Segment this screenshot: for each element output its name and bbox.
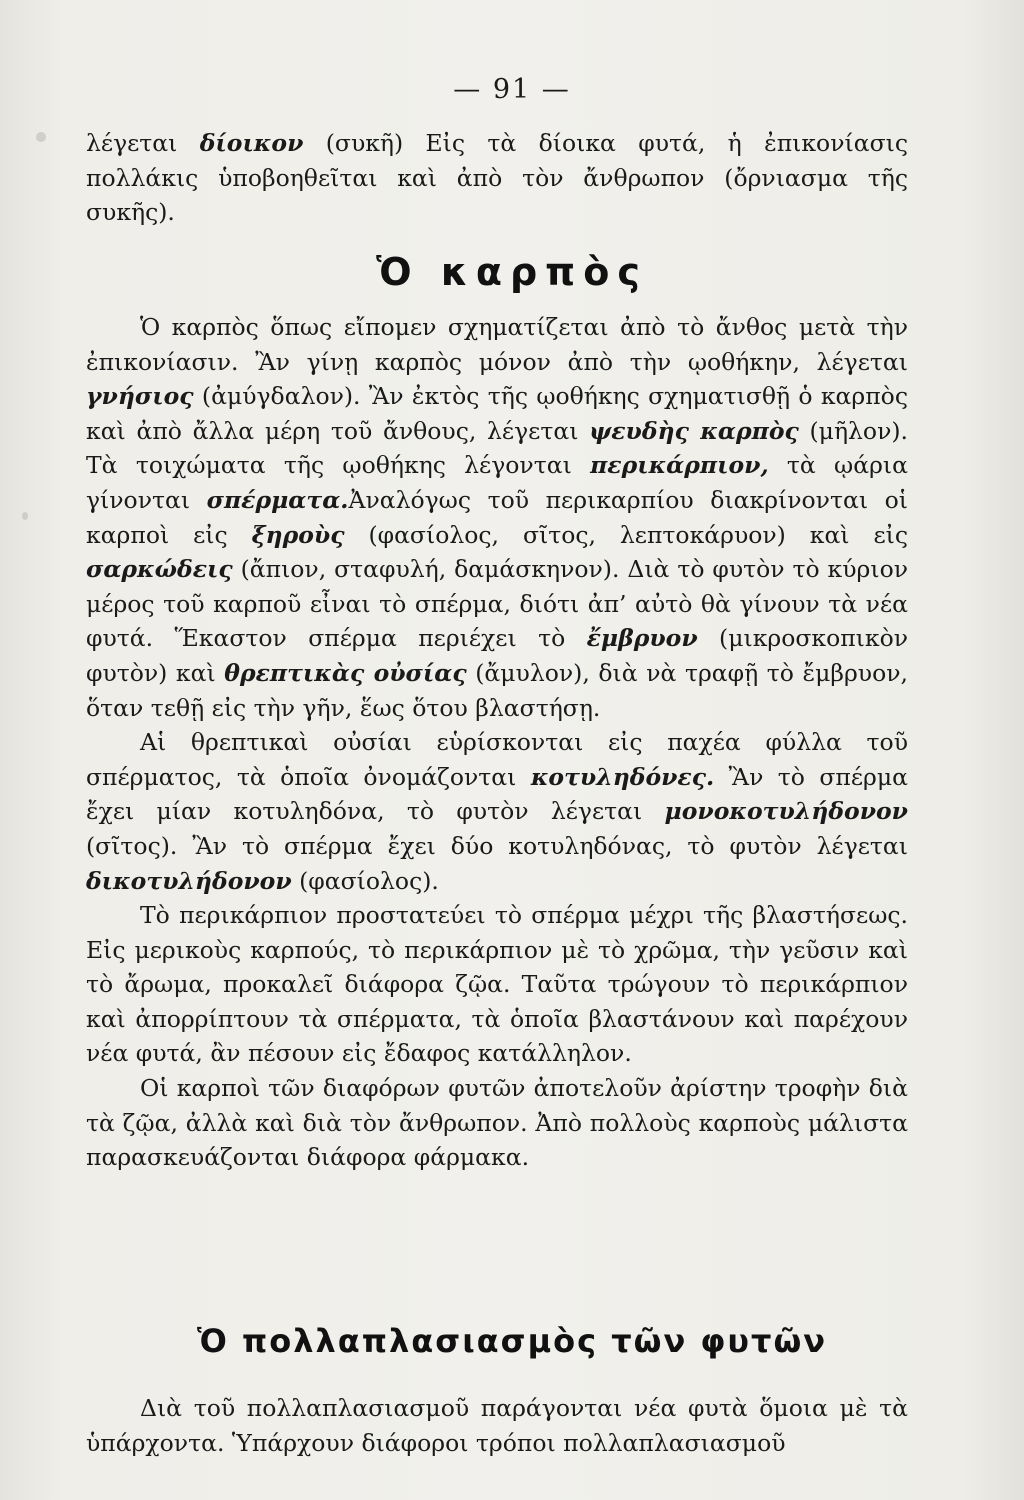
paragraph: [86, 310, 908, 725]
paragraph: Διὰ τοῦ πολλαπλασιασμοῦ παράγονται νέα φυτὰ ὅμοια μὲ τὰ ὑπάρχοντα. Ὑπάρχουν διάφοροι τρόποι πολλαπλασιασμοῦ: [86, 1394, 908, 1457]
intro-text: λέγεται: [86, 129, 200, 157]
text-run: Αἱ θρεπτικαὶ οὐσίαι εὑρίσκονται εἰς παχέα φύλλα τοῦ σπέρματος, τὰ ὁποῖα ὀνομάζονται: [86, 728, 908, 791]
term: μονοκοτυλήδονον: [664, 797, 908, 826]
text-run: (μῆλον). Τὰ τοιχώματα τῆς ῳοθήκης λέγονται: [86, 416, 908, 480]
paragraph: Τὸ περικάρπιον προστατεύει τὸ σπέρμα μέχρι τῆς βλαστήσεως. Εἰς μερικοὺς καρπούς, τὸ περικάρπιον μὲ τὸ χρῶμα, τὴν γεῦσιν καὶ τὸ ἄρωμα, προκαλεῖ διάφορα ζῷα. Ταῦτα τρώγουν τὸ περικάρπιον καὶ ἀπορρίπτουν τὰ σπέρματα, τὰ ὁποῖα βλαστάνουν καὶ παρέχουν νέα φυτά, ἂν πέσουν εἰς ἔδαφος κατάλληλον.: [86, 901, 908, 1068]
text-run: Ἀναλόγως τοῦ περικαρπίου διακρίνονται οἱ καρποὶ εἰς: [86, 485, 908, 549]
text-run: Ὁ καρπὸς ὅπως εἴπομεν σχηματίζεται ἀπὸ τὸ ἄνθος μετὰ τὴν ἐπικονίασιν. Ἂν γίνῃ καρπὸς μόνον ἀπὸ τὴν ῳοθήκην, λέγεται: [86, 313, 908, 376]
term: κοτυληδόνες.: [530, 762, 715, 791]
text-run: (ἄμυλον), διὰ νὰ τραφῇ τὸ ἔμβρυον, ὅταν τεθῇ εἰς τὴν γῆν, ἕως ὅτου βλαστήσῃ.: [86, 658, 908, 722]
term: ψευδὴς καρπὸς: [589, 416, 799, 445]
term: περικάρπιον,: [590, 451, 769, 480]
section-heading-fruit: Ὁ καρπὸς: [376, 250, 648, 294]
intro-text: (συκῆ) Εἰς τὰ δίοικα φυτά, ἡ ἐπικονίασις πολλάκις ὑποβοηθεῖται καὶ ἀπὸ τὸν ἄνθρωπον (ὄρνιασμα τῆς συκῆς).: [86, 129, 908, 227]
section-heading-propagation: Ὁ πολλαπλασιασμὸς τῶν φυτῶν: [196, 1322, 828, 1360]
term: θρεπτικὰς οὐσίας: [224, 658, 467, 687]
paper-blemish: [36, 132, 46, 142]
intro-paragraph: [86, 126, 908, 230]
term-dioikon: δίοικον: [199, 129, 304, 157]
section-propagation-body: [86, 1391, 908, 1460]
page-number: — 91 —: [453, 74, 571, 105]
term: σπέρματα.: [206, 485, 349, 514]
text-run: (ἀμύγδαλον). Ἂν ἐκτὸς τῆς ῳοθήκης σχηματισθῇ ὁ καρπὸς καὶ ἀπὸ ἄλλα μέρη τοῦ ἄνθους, λέγεται: [86, 382, 908, 445]
text-run: (φασίολος).: [291, 866, 439, 895]
term: γνήσιος: [86, 382, 194, 411]
section-fruit-body: [86, 310, 908, 1175]
text-run: (σῖτος). Ἂν τὸ σπέρμα ἔχει δύο κοτυληδόνας, τὸ φυτὸν λέγεται: [86, 831, 908, 860]
text-run: Ἂν τὸ σπέρμα ἔχει μίαν κοτυληδόνα, τὸ φυτὸν λέγεται: [86, 762, 908, 826]
text-run: (ἄπιον, σταφυλή, δαμάσκηνον). Διὰ τὸ φυτὸν τὸ κύριον μέρος τοῦ καρποῦ εἶναι τὸ σπέρμα, διότι ἀπ’ αὐτὸ θὰ γίνουν τὰ νέα φυτά. Ἕκαστον σπέρμα περιέχει τὸ: [86, 555, 908, 653]
text-run: τὰ ῳάρια γίνονται: [86, 451, 908, 514]
paragraph: [86, 725, 908, 898]
term: ἔμβρυον: [586, 624, 698, 653]
text-run: (μικροσκοπικὸν φυτὸν) καὶ: [86, 624, 908, 687]
paragraph: Οἱ καρποὶ τῶν διαφόρων φυτῶν ἀποτελοῦν ἀρίστην τροφὴν διὰ τὰ ζῷα, ἀλλὰ καὶ διὰ τὸν ἄνθρωπον. Ἀπὸ πολλοὺς καρποὺς μάλιστα παρασκευάζονται διάφορα φάρμακα.: [86, 1074, 908, 1172]
term: σαρκώδεις: [86, 555, 233, 584]
term: ξηροὺς: [251, 520, 345, 549]
term: δικοτυλήδονον: [86, 866, 292, 895]
text-run: (φασίολος, σῖτος, λεπτοκάρυον) καὶ εἰς: [344, 520, 909, 549]
paper-blemish: [22, 512, 28, 520]
